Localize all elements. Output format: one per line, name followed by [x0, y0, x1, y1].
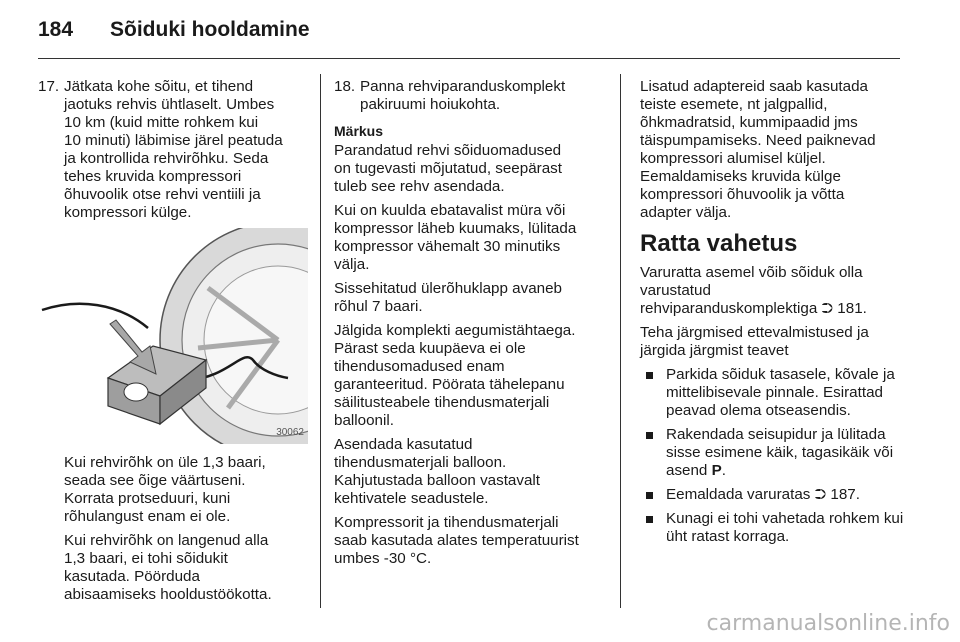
text-line: Asendada kasutatud — [334, 436, 473, 453]
text-line: säilitusteabele tihendusmaterjali — [334, 394, 550, 411]
text-line: Kui on kuulda ebatavalist müra või — [334, 202, 566, 219]
bullet-item — [640, 486, 906, 504]
text-line: peavad olema otseasendis. — [666, 402, 851, 419]
note-paragraph — [334, 514, 614, 568]
text-line: rõhul 7 baari. — [334, 298, 423, 315]
text-line: täispumpamiseks. Need paiknevad — [640, 132, 876, 149]
note-paragraph — [334, 322, 614, 430]
bullet-item — [640, 426, 906, 480]
text-line: Parkida sõiduk tasasele, kõvale ja — [666, 366, 895, 383]
text-line: balloonil. — [334, 412, 394, 429]
text-line: rõhulangust enam ei ole. — [64, 508, 231, 525]
text-line: Eemaldamiseks kruvida külge — [640, 168, 841, 185]
text-line: Kui rehvirõhk on langenud alla — [64, 532, 269, 549]
text-line: umbes -30 °C. — [334, 550, 432, 567]
page-reference[interactable]: 181. — [833, 300, 867, 317]
text-line: seada see õige väärtuseni. — [64, 472, 246, 489]
bullet-square-icon — [646, 372, 653, 379]
text-line: kompressor läheb kuumaks, lülitada — [334, 220, 577, 237]
column-1 — [38, 78, 310, 604]
text-line — [666, 462, 906, 480]
text-line: tehes kruvida kompressori — [64, 168, 242, 185]
page-title: Sõiduki hooldamine — [110, 18, 310, 41]
gear-position-label: P — [711, 462, 722, 479]
text-line: kompressori alumisel küljel. — [640, 150, 826, 167]
text-line: Sissehitatud ülerõhuklapp avaneb — [334, 280, 562, 297]
cross-reference-link[interactable]: rehviparanduskomplektiga — [640, 300, 818, 317]
text-line: Panna rehviparanduskomplekt — [360, 78, 566, 95]
figure-code: 30062 — [276, 427, 304, 438]
text-line: Varuratta asemel võib sõiduk olla — [640, 264, 863, 281]
text-line — [666, 486, 906, 504]
column-divider-1 — [320, 74, 321, 608]
bullet-square-icon — [646, 492, 653, 499]
text-line: kompressori õhuvoolik ja võtta — [640, 186, 845, 203]
text-line: 10 minuti) läbimise järel peatuda — [64, 132, 283, 149]
pressure-low-paragraph — [38, 532, 310, 604]
text-line: varustatud — [640, 282, 711, 299]
text-line: 1,3 baari, ei tohi sõidukit — [64, 550, 228, 567]
text-line: mittelibisevale pinnale. Esirattad — [666, 384, 883, 401]
text-fragment: Eemaldada varuratas — [666, 486, 811, 503]
column-3 — [640, 78, 906, 552]
text-line: adapter välja. — [640, 204, 732, 221]
text-line: saab kasutada alates temperatuurist — [334, 532, 579, 549]
text-line: abisaamiseks hooldustöökotta. — [64, 586, 272, 603]
text-line: välja. — [334, 256, 370, 273]
step-18 — [334, 78, 614, 114]
text-line: kasutada. Pöörduda — [64, 568, 200, 585]
section-heading: Ratta vahetus — [640, 230, 798, 257]
compressor-illustration — [38, 228, 308, 444]
column-divider-2 — [620, 74, 621, 608]
compressor-tire-drawing — [38, 228, 308, 444]
text-line: sisse esimene käik, tagasikäik või — [666, 444, 894, 461]
text-line: Kui rehvirõhk on üle 1,3 baari, — [64, 454, 266, 471]
step-17 — [38, 78, 310, 222]
note-paragraph — [334, 280, 614, 316]
prep-paragraph — [640, 324, 906, 360]
text-fragment: . — [721, 462, 726, 479]
bullet-item — [640, 510, 906, 546]
text-line: järgida järgmist teavet — [640, 342, 789, 359]
note-paragraph — [334, 202, 614, 274]
text-line: Lisatud adaptereid saab kasutada — [640, 78, 868, 95]
step-number: 17. — [38, 78, 60, 95]
text-line: teiste esemete, nt jalgpallid, — [640, 96, 828, 113]
step-17-text — [64, 78, 310, 222]
note-heading: Märkus — [334, 123, 384, 139]
text-line: Teha järgmised ettevalmistused ja — [640, 324, 869, 341]
column-2 — [334, 78, 614, 574]
text-line: Kompressorit ja tihendusmaterjali — [334, 514, 559, 531]
text-line: pakiruumi hoiukohta. — [360, 96, 501, 113]
text-line: kompressor vähemalt 30 minutiks — [334, 238, 561, 255]
page-reference-icon: ⮊ — [814, 486, 827, 503]
text-line: Rakendada seisupidur ja lülitada — [666, 426, 886, 443]
page-reference[interactable]: 187. — [826, 486, 860, 503]
intro-paragraph — [640, 264, 906, 318]
text-line: on tugevasti mõjutatud, seepärast — [334, 160, 562, 177]
text-line: Parandatud rehvi sõiduomadused — [334, 142, 562, 159]
step-number: 18. — [334, 78, 356, 95]
text-line: Kahjutustada balloon vastavalt — [334, 472, 541, 489]
text-line: Jätkata kohe sõitu, et tihend — [64, 78, 254, 95]
page-reference-icon: ⮊ — [821, 300, 834, 317]
text-line: kehtivatele seadustele. — [334, 490, 489, 507]
text-line: kompressori külge. — [64, 204, 192, 221]
text-line — [640, 300, 906, 318]
text-line: Jälgida komplekti aegumistähtaega. — [334, 322, 576, 339]
text-line: garanteeritud. Pöörata tähelepanu — [334, 376, 565, 393]
text-line: õhkmadratsid, kummipaadid jms — [640, 114, 858, 131]
adapter-paragraph — [640, 78, 906, 222]
header-rule — [38, 58, 900, 59]
text-line: Kunagi ei tohi vahetada rohkem kui — [666, 510, 904, 527]
watermark: carmanualsonline.info — [706, 611, 950, 636]
pressure-ok-paragraph — [38, 454, 310, 526]
text-fragment: asend — [666, 462, 712, 479]
text-line: 10 km (kuid mitte rohkem kui — [64, 114, 259, 131]
text-line: ja kontrollida rehvirõhku. Seda — [64, 150, 269, 167]
note-paragraph — [334, 142, 614, 196]
text-line: õhuvoolik otse rehvi ventiili ja — [64, 186, 261, 203]
bullet-square-icon — [646, 516, 653, 523]
text-line: Pärast seda kuupäeva ei ole — [334, 340, 526, 357]
bullet-square-icon — [646, 432, 653, 439]
text-line: jaotuks rehvis ühtlaselt. Umbes — [64, 96, 275, 113]
bullet-item — [640, 366, 906, 420]
text-line: üht ratast korraga. — [666, 528, 790, 545]
page-number: 184 — [38, 18, 74, 41]
text-line: tihendusomadused enam — [334, 358, 505, 375]
text-line: tuleb see rehv asendada. — [334, 178, 505, 195]
text-line: tihendusmaterjali balloon. — [334, 454, 507, 471]
note-paragraph — [334, 436, 614, 508]
text-line: Korrata protseduuri, kuni — [64, 490, 231, 507]
